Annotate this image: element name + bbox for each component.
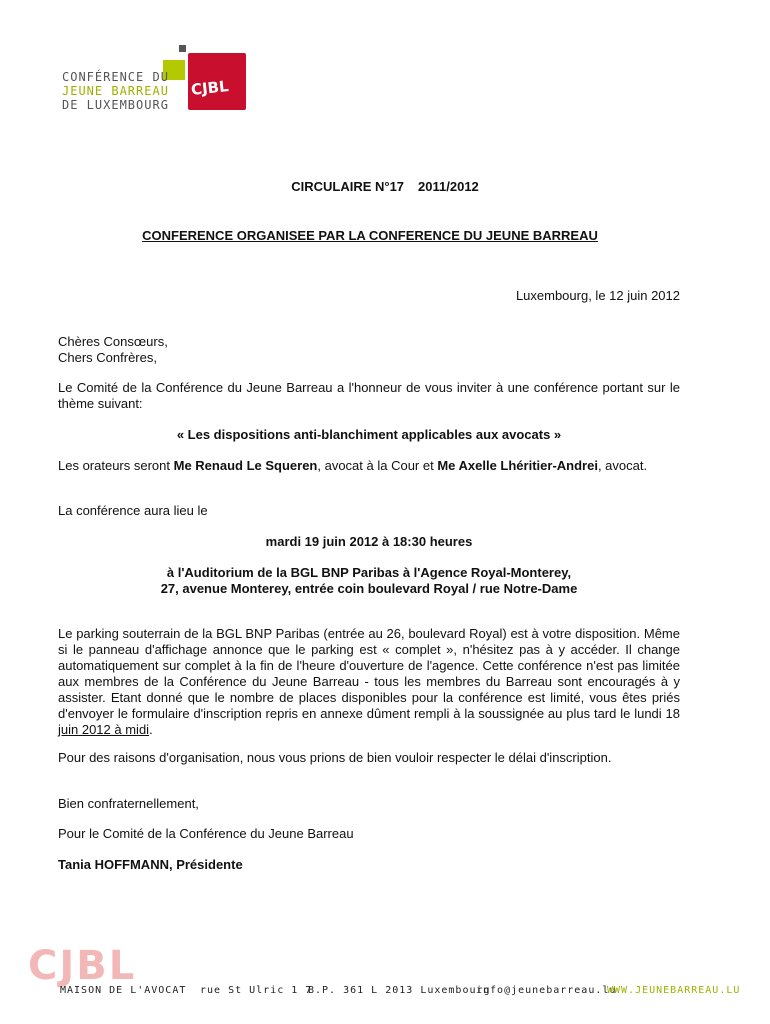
logo-line-2: JEUNE BARREAU — [62, 84, 169, 98]
footer-address-1: MAISON DE L'AVOCAT — [60, 985, 187, 996]
speakers-suffix: , avocat. — [597, 458, 648, 473]
greeting-line-2: Chers Confrères, — [58, 350, 157, 365]
signature: Tania HOFFMANN, Présidente — [58, 857, 243, 872]
event-place-1: à l'Auditorium de la BGL BNP Paribas à l'Agence Royal-Monterey, — [166, 565, 572, 580]
circular-number — [0, 179, 770, 194]
circular-label: CIRCULAIRE N°17 — [291, 179, 405, 194]
footer-website[interactable]: WWW.JEUNEBARREAU.LU — [607, 985, 741, 996]
footer-email: info@jeunebarreau.lu — [476, 985, 617, 996]
date-line: Luxembourg, le 12 juin 2012 — [515, 288, 680, 303]
speaker-1: Me Renaud Le Squeren — [173, 458, 318, 473]
footer-logo: CJBL — [28, 943, 137, 989]
organisation-paragraph: Pour des raisons d'organisation, nous vous prions de bien vouloir respecter le délai d'inscription. — [58, 750, 612, 765]
logo-line-1: CONFÉRENCE DU — [62, 70, 169, 84]
speakers-paragraph — [58, 458, 680, 474]
greeting — [58, 334, 680, 366]
logo-badge — [188, 53, 246, 110]
venue-intro: La conférence aura lieu le — [58, 503, 208, 518]
footer-address-2: rue St Ulric 1 7 — [200, 985, 313, 996]
registration-deadline: juin 2012 à midi — [58, 722, 150, 737]
speakers-middle: , avocat à la Cour et — [317, 458, 438, 473]
logo-square-small — [179, 45, 186, 52]
parking-paragraph — [58, 626, 680, 738]
circular-year: 2011/2012 — [418, 179, 479, 194]
greeting-line-1: Chères Consœurs, — [58, 334, 168, 349]
conference-theme: « Les dispositions anti-blanchiment applicables aux avocats » — [176, 427, 562, 442]
speaker-2: Me Axelle Lhéritier-Andrei — [437, 458, 598, 473]
parking-end: . — [149, 722, 153, 737]
speakers-prefix: Les orateurs seront — [58, 458, 174, 473]
subject-title: CONFERENCE ORGANISEE PAR LA CONFERENCE DU JEUNE BARREAU — [142, 228, 598, 243]
closing: Bien confraternellement, — [58, 796, 199, 811]
on-behalf: Pour le Comité de la Conférence du Jeune Barreau — [58, 826, 354, 841]
logo-line-3: DE LUXEMBOURG — [62, 98, 169, 112]
footer-address-3: B.P. 361 L 2013 Luxembourg — [308, 985, 491, 996]
logo-badge-text: CJBL — [190, 77, 230, 99]
intro-paragraph: Le Comité de la Conférence du Jeune Barreau a l'honneur de vous inviter à une conférence portant sur le thème suivant: — [58, 380, 680, 411]
parking-text: Le parking souterrain de la BGL BNP Paribas (entrée au 26, boulevard Royal) est à votre disposition. Même si le panneau d'affichage annonce que le parking est « complet », n'hésitez pas à y accéder. Il change automatiquement sur complet à la fin de l'heure d'ouverture de l'agence. Cette conférence n'est pas limitée aux membres de la Conférence du Jeune Barreau - tous les membres du Barreau sont encouragés à y assister. Etant donné que le nombre de places disponibles pour la conférence est limité, vous êtes priés d'envoyer le formulaire d'inscription repris en annexe dûment rempli à la soussignée au plus tard le lundi 18 — [58, 626, 680, 721]
event-place-2: 27, avenue Monterey, entrée coin boulevard Royal / rue Notre-Dame — [160, 581, 578, 596]
event-datetime: mardi 19 juin 2012 à 18:30 heures — [265, 534, 473, 549]
